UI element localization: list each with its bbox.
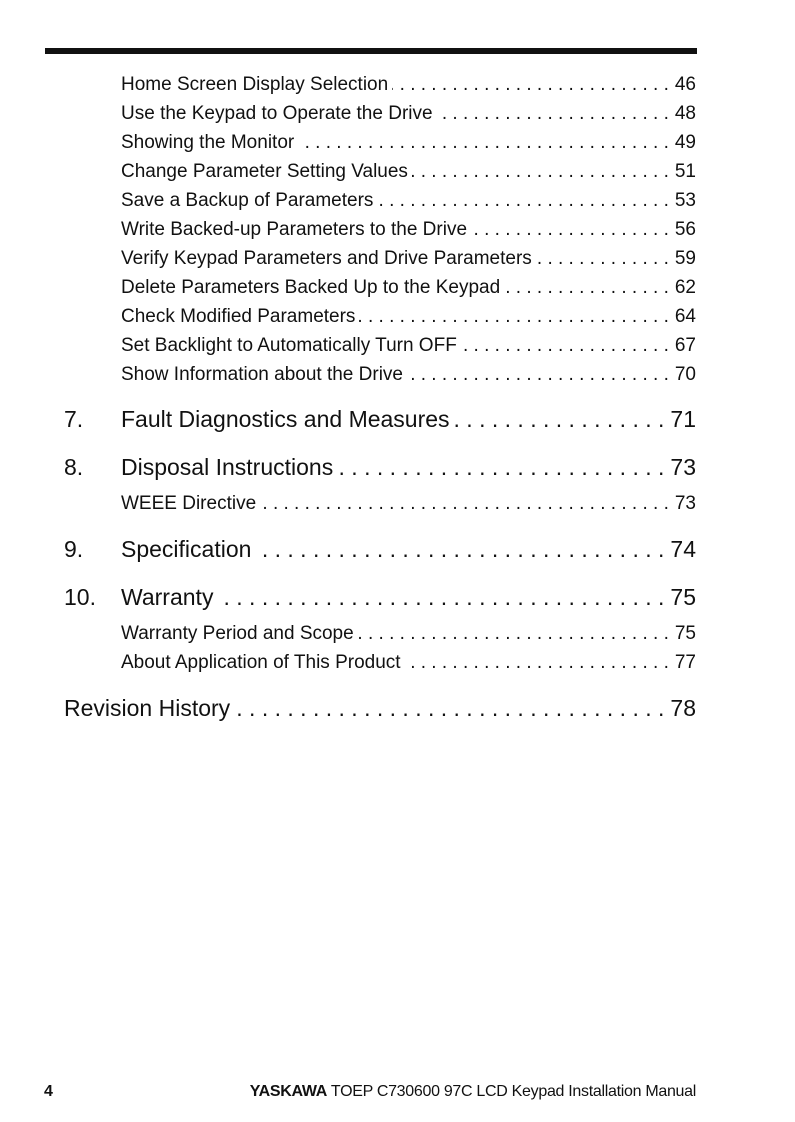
chapter-title: Specification: [121, 536, 252, 562]
toc-entry-title: Set Backlight to Automatically Turn OFF: [121, 335, 457, 356]
toc-entry-title: About Application of This Product: [121, 652, 401, 673]
chapter-page: 71: [670, 406, 696, 432]
toc-entry[interactable]: [121, 103, 696, 125]
chapter-title: Fault Diagnostics and Measures: [121, 406, 450, 432]
chapter-page: 74: [670, 536, 696, 562]
toc-entry[interactable]: [121, 248, 696, 270]
chapter-number: 8.: [64, 454, 84, 480]
toc-entry-page: 73: [674, 493, 696, 514]
toc-entry-page: 67: [674, 335, 696, 356]
leader-dots: [454, 406, 665, 433]
toc-chapter-10[interactable]: [64, 584, 696, 611]
toc-entry-page: 48: [674, 103, 696, 124]
page-number: 4: [44, 1083, 53, 1100]
revision-history-title: Revision History: [64, 695, 231, 721]
toc-entry-title: Delete Parameters Backed Up to the Keypad: [121, 277, 501, 298]
toc-entry-page: 77: [674, 652, 696, 673]
top-rule: [45, 48, 697, 54]
toc-entry-title: Write Backed-up Parameters to the Drive: [121, 219, 468, 240]
chapter-number: 7.: [64, 406, 84, 432]
chapter-title: Warranty: [121, 584, 214, 610]
toc-entry-page: 59: [674, 248, 696, 269]
leader-dots: [392, 74, 669, 96]
revision-history-page: 78: [670, 695, 696, 721]
toc-entry-page: 49: [674, 132, 696, 153]
toc-entry[interactable]: [121, 493, 696, 515]
chapter-page: 73: [670, 454, 696, 480]
toc-entry-page: 75: [674, 623, 696, 644]
leader-dots: [471, 219, 669, 241]
toc-entry[interactable]: [121, 306, 696, 328]
toc-entry-title: Home Screen Display Selection: [121, 74, 389, 95]
leader-dots: [461, 335, 669, 357]
toc-chapter-7[interactable]: [64, 406, 696, 433]
toc-entry-title: Check Modified Parameters: [121, 306, 356, 327]
toc-entry[interactable]: [121, 132, 696, 154]
toc-entry-title: Change Parameter Setting Values: [121, 161, 408, 182]
chapter-number: 9.: [64, 536, 84, 562]
manual-title: [250, 1083, 696, 1101]
toc-entry[interactable]: [121, 364, 696, 386]
toc-entry[interactable]: [121, 161, 696, 183]
leader-dots: [437, 103, 669, 125]
leader-dots: [359, 306, 668, 328]
toc-entry-title: Verify Keypad Parameters and Drive Parameters: [121, 248, 532, 269]
toc-revision-history[interactable]: [64, 695, 696, 722]
toc-entry[interactable]: [121, 623, 696, 645]
leader-dots: [405, 652, 669, 674]
toc-entry-title: WEEE Directive: [121, 493, 257, 514]
chapter-page: 75: [670, 584, 696, 610]
toc-entry-page: 46: [674, 74, 696, 95]
leader-dots: [377, 190, 668, 212]
leader-dots: [358, 623, 669, 645]
toc-entry[interactable]: [121, 652, 696, 674]
leader-dots: [234, 695, 664, 722]
leader-dots: [255, 536, 664, 563]
toc-entry-title: Show Information about the Drive: [121, 364, 403, 385]
leader-dots: [217, 584, 664, 611]
leader-dots: [412, 161, 669, 183]
toc-entry-page: 53: [674, 190, 696, 211]
toc-entry[interactable]: [121, 277, 696, 299]
toc-entry-page: 70: [674, 364, 696, 385]
leader-dots: [407, 364, 669, 386]
toc-entry[interactable]: [121, 190, 696, 212]
toc-entry-page: 64: [674, 306, 696, 327]
toc-entry-page: 51: [674, 161, 696, 182]
toc-entry[interactable]: [121, 74, 696, 96]
manual-title-text: TOEP C730600 97C LCD Keypad Installation Manual: [327, 1083, 696, 1100]
toc-entry-title: Warranty Period and Scope: [121, 623, 354, 644]
toc-chapter-8[interactable]: [64, 454, 696, 481]
leader-dots: [536, 248, 669, 270]
leader-dots: [298, 132, 669, 154]
toc-entry[interactable]: [121, 335, 696, 357]
brand-name: YASKAWA: [249, 1083, 328, 1100]
toc-entry-title: Showing the Monitor: [121, 132, 295, 153]
leader-dots: [260, 493, 669, 515]
page-footer: [44, 1083, 696, 1103]
leader-dots: [337, 454, 664, 481]
toc-entry[interactable]: [121, 219, 696, 241]
chapter-number: 10.: [64, 584, 96, 610]
toc-entry-page: 56: [674, 219, 696, 240]
toc-entry-title: Use the Keypad to Operate the Drive: [121, 103, 433, 124]
toc-chapter-9[interactable]: [64, 536, 696, 563]
chapter-title: Disposal Instructions: [121, 454, 334, 480]
toc-entry-page: 62: [674, 277, 696, 298]
toc-entry-title: Save a Backup of Parameters: [121, 190, 374, 211]
leader-dots: [504, 277, 669, 299]
